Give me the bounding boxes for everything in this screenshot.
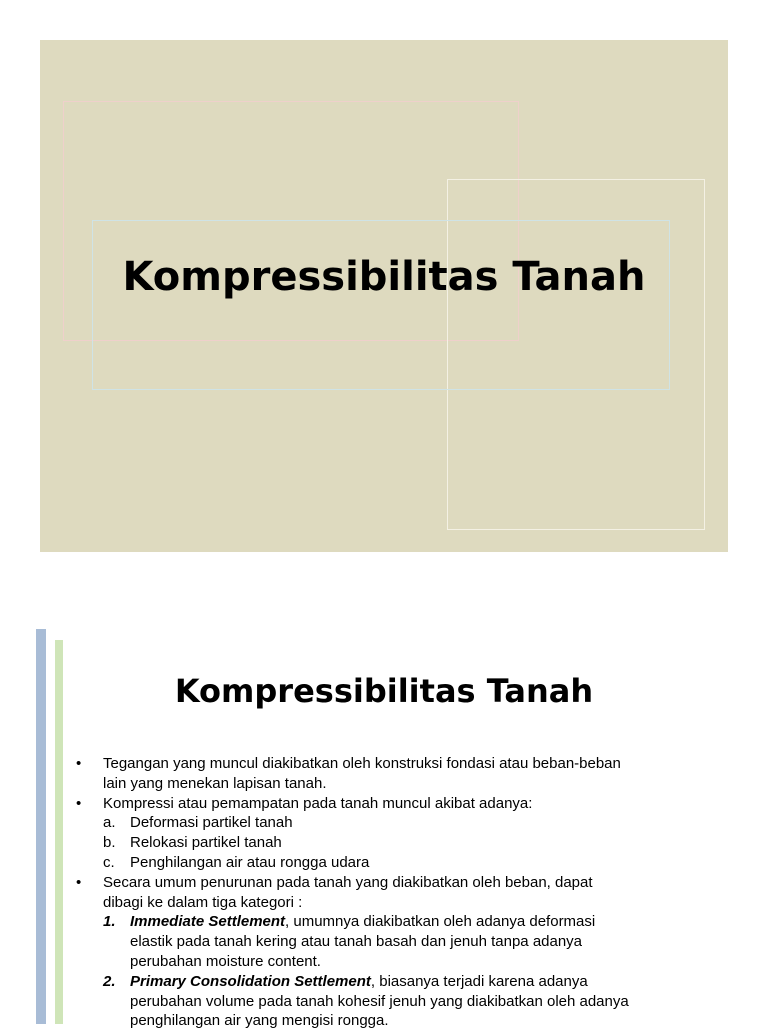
- category-text: perubahan moisture content.: [130, 952, 321, 970]
- bullet-text: dibagi ke dalam tiga kategori :: [103, 893, 303, 911]
- bullet-marker: •: [76, 873, 82, 891]
- category-text: , umumnya diakibatkan oleh adanya deformasi: [285, 913, 596, 931]
- sub-list-item: [76, 853, 716, 873]
- sub-list-text: Relokasi partikel tanah: [130, 834, 282, 852]
- category-text: elastik pada tanah kering atau tanah basah dan jenuh tanpa adanya: [130, 933, 583, 951]
- bullet-text: Secara umum penurunan pada tanah yang diakibatkan oleh beban, dapat: [103, 873, 593, 891]
- category-name: Immediate Settlement: [130, 913, 286, 931]
- category-text-continuation: [76, 1011, 716, 1031]
- category-text: , biasanya terjadi karena adanya: [370, 972, 588, 990]
- category-name: Primary Consolidation Settlement: [130, 972, 371, 990]
- bullet-text: Kompressi atau pemampatan pada tanah muncul akibat adanya:: [103, 794, 533, 812]
- sub-list-marker: b.: [103, 834, 116, 852]
- category-item: [76, 972, 716, 992]
- sub-list-item: [76, 833, 716, 853]
- category-number: 1.: [103, 913, 116, 931]
- category-text: penghilangan air yang mengisi rongga.: [130, 1012, 389, 1030]
- sub-list-text: Deformasi partikel tanah: [130, 814, 293, 832]
- bullet-item: [76, 873, 716, 893]
- bullet-text-continuation: [76, 893, 716, 913]
- sub-list-text: Penghilangan air atau rongga udara: [130, 853, 370, 871]
- bullet-item: [76, 754, 716, 774]
- bullet-item: [76, 794, 716, 814]
- title-slide-heading: Kompressibilitas Tanah: [122, 254, 646, 300]
- category-text-continuation: [76, 932, 716, 952]
- bullet-marker: •: [76, 794, 82, 812]
- sub-list-item: [76, 813, 716, 833]
- category-text-continuation: [76, 992, 716, 1012]
- sub-list-marker: c.: [103, 853, 115, 871]
- sub-list-marker: a.: [103, 814, 116, 832]
- category-number: 2.: [103, 972, 116, 990]
- category-item: [76, 912, 716, 932]
- content-body: [76, 754, 716, 1031]
- decorative-frame-blue: [92, 220, 670, 390]
- bullet-text: lain yang menekan lapisan tanah.: [103, 774, 327, 792]
- bullet-text: Tegangan yang muncul diakibatkan oleh konstruksi fondasi atau beban-beban: [103, 755, 621, 772]
- category-text-continuation: [76, 952, 716, 972]
- content-slide-heading: Kompressibilitas Tanah: [174, 672, 594, 710]
- bullet-marker: •: [76, 755, 82, 772]
- bullet-text-continuation: [76, 774, 716, 794]
- title-slide: [40, 40, 728, 552]
- category-text: perubahan volume pada tanah kohesif jenuh yang diakibatkan oleh adanya: [130, 992, 629, 1010]
